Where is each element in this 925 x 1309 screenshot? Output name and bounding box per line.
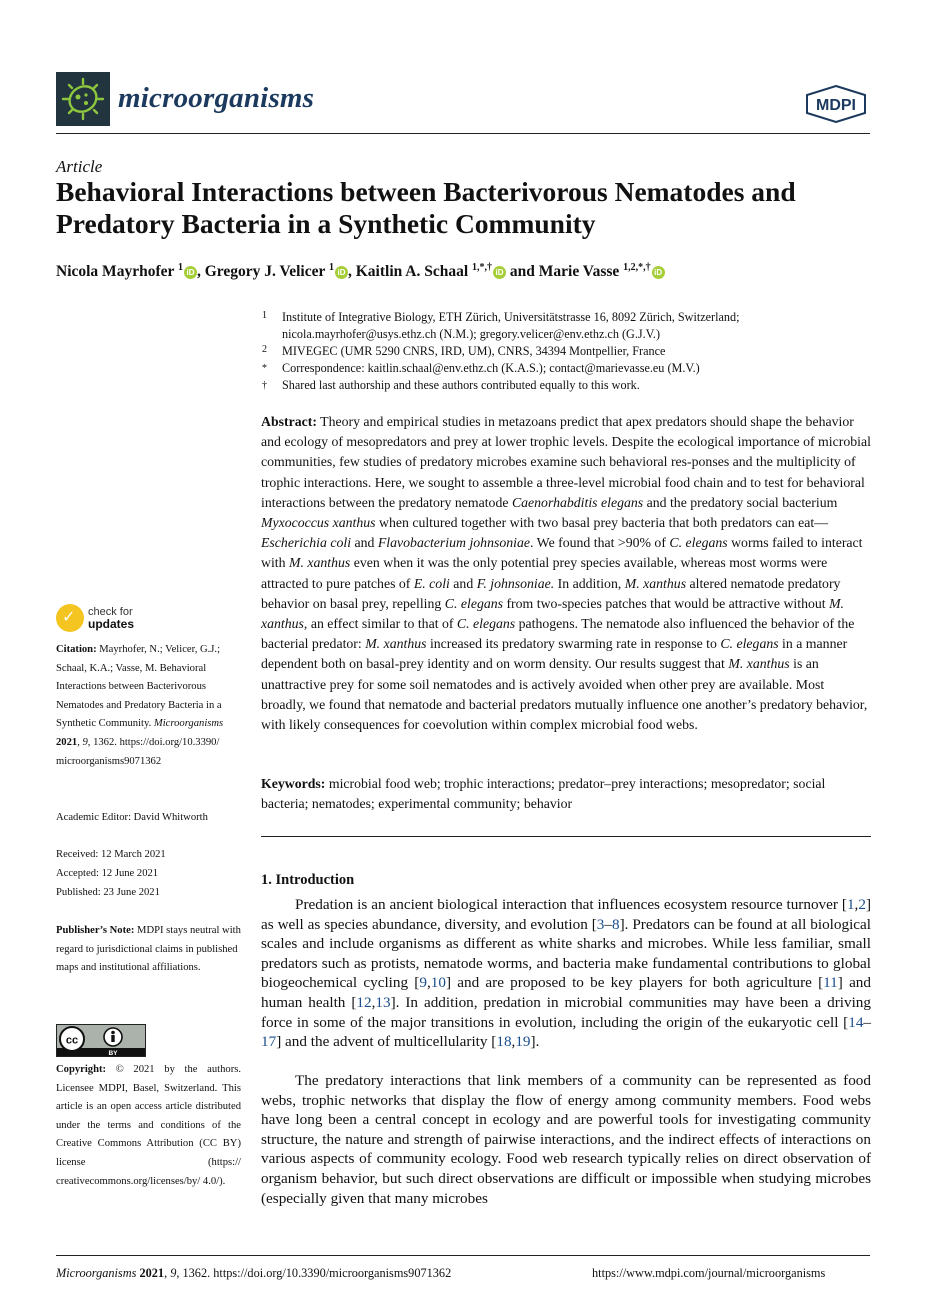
publishers-note-text: MDPI stays neutral with regard to jurisdictional claims in published maps and institutional affiliations. (56, 925, 241, 974)
keywords-text: microbial food web; trophic interactions; predator–prey interactions; mesopredator; social bacteria; nematodes; experimental community; behavior (261, 776, 826, 812)
abstract-text: worms failed to interact with (261, 535, 863, 571)
keywords-label: Keywords: (261, 776, 326, 791)
species-name: Caenorhabditis elegans (511, 494, 644, 510)
species-name: F. johnsoniae. (476, 575, 555, 591)
paragraph-run: ] and human health [ (261, 974, 871, 1011)
abstract-text: in a manner dependent both on basal-prey identity and on worm density. Our results suggest that (261, 636, 848, 672)
affiliation-text: Institute of Integrative Biology, ETH Zürich, Universitätstrasse 16, 8092 Zürich, Switzerland; (282, 310, 740, 324)
footer-year: 2021 (136, 1266, 165, 1280)
abstract-body (261, 414, 871, 732)
paragraph-run: Predation is an ancient biological interaction that influences ecosystem resource turnover [ (295, 896, 847, 913)
paragraph-run: ] and the advent of multicellularity [ (276, 1033, 497, 1051)
paragraph-run: , (854, 896, 859, 913)
equal-contribution-note: Shared last authorship and these authors contributed equally to this work. (282, 378, 640, 392)
citation-year: 2021 (56, 736, 78, 748)
author-affiliation-mark: 1,*,† (472, 262, 493, 273)
reference-link[interactable]: 13 (375, 993, 391, 1011)
copyright-text: © 2021 by the authors. Licensee MDPI, Basel, Switzerland. This article is an open access article distributed under the terms and conditions of the Creative Commons Attribution (CC BY) license (https:// creativecommons.org/licenses/by/ 4.0/). (56, 1064, 241, 1187)
species-name: M. xanthus (365, 636, 427, 652)
author-affiliation-mark: 1 (328, 262, 334, 273)
check-for-updates-badge[interactable] (56, 604, 166, 636)
accepted-date: Accepted: 12 June 2021 (56, 868, 159, 879)
citation-label: Citation: (56, 644, 97, 655)
affiliation-mark: † (262, 380, 267, 391)
received-date: Received: 12 March 2021 (56, 849, 166, 860)
intro-paragraph-1 (261, 895, 871, 1052)
abstract-divider (261, 836, 871, 837)
mdpi-logo-text: MDPI (816, 97, 856, 114)
intro-paragraph-2 (261, 1071, 871, 1208)
orcid-icon[interactable]: iD (652, 266, 665, 279)
article-title: Behavioral Interactions between Bacterivorous Nematodes and Predatory Bacteria in a Synthetic Community (56, 176, 796, 239)
abstract-text: and the predatory social bacterium (643, 494, 838, 510)
affiliation-text: nicola.mayrhofer@usys.ethz.ch (N.M.); gregory.velicer@env.ethz.ch (G.J.V.) (282, 327, 661, 341)
species-name: Escherichia coli (261, 535, 352, 551)
affiliation-mark: 1 (262, 310, 267, 321)
footer-volume: , 9 (164, 1266, 177, 1280)
keywords (261, 774, 871, 814)
paragraph-run: ]. Predators can be found at all biological scales and include organisms as different as white sharks and microbes. While less familiar, small predators such as protists, nematode worms, and bacteria make fundamental contributions to global biogeochemical cycling [ (261, 915, 871, 992)
published-date: Published: 23 June 2021 (56, 887, 160, 898)
reference-link[interactable]: 2 (858, 896, 866, 913)
bacterium-icon (56, 72, 110, 126)
abstract-text: , an effect similar to that of (303, 616, 457, 632)
abstract-text: pathogens. The nematode also influenced the behavior of the bacterial predator: (261, 616, 855, 652)
reference-link[interactable]: 8 (611, 915, 620, 933)
paragraph-run: – (863, 1013, 871, 1031)
abstract-text: even when it was the only potential prey species available, whereas most worms were attracted to pure patches of (261, 555, 828, 591)
author-name[interactable]: Kaitlin A. Schaal (355, 263, 469, 281)
species-name: Flavobacterium johnsoniae (377, 535, 530, 551)
abstract-text: increased its predatory swarming rate in response to (426, 636, 721, 652)
footer-journal-url[interactable]: https://www.mdpi.com/journal/microorganisms (592, 1266, 826, 1280)
paragraph-text (261, 895, 871, 1052)
abstract-text: altered nematode predatory behavior on basal prey, repelling (261, 575, 841, 611)
reference-link[interactable]: 12 (356, 993, 372, 1011)
species-name: C. elegans (720, 636, 779, 652)
affiliation-mark: * (262, 363, 267, 374)
cc-by-license-badge[interactable] (56, 1024, 146, 1057)
paragraph-run: , (511, 1033, 516, 1051)
article-type: Article (56, 157, 103, 176)
reference-link[interactable]: 9 (419, 974, 427, 992)
paragraph-text: The predatory interactions that link members of a community can be represented as food webs, trophic networks that display the flow of energy among community members. Food webs have long been a central concept in ecology and are powerful tools for investigating community structure, the nature and strength of pairwise interactions, and the indirect effects of interactions on various aspects of community ecology. Food web research typically relies on direct observation of organism behavior, but such direct observations are difficult or impossible when studying microbes (especially given that many microbes (261, 1072, 871, 1207)
abstract-text: and (449, 575, 477, 591)
footer-citation (56, 1266, 451, 1281)
paragraph-run: ]. In addition, predation in microbial communities may have been a driving force in some of the major transitions in evolution, including the origin of the eukaryotic cell [ (261, 993, 871, 1031)
publishers-note (56, 922, 241, 978)
species-name: M. xanthus (261, 595, 845, 632)
species-name: C. elegans (444, 595, 504, 611)
abstract-text: Theory and empirical studies in metazoans predict that apex predators should shape the behavior and ecology of mesopredators and prey at lower trophic levels. Despite the ecological importance of microbial communities, few studies of predatory microbes examine such behavioral res-ponses and the multiplicity of trophic interactions. Here, we sought to assemble a three-level microbial food chain and to test for behavioral interactions between the predatory nematode (261, 414, 871, 510)
species-name: C. elegans (669, 535, 728, 551)
abstract-text: when cultured together with two basal prey bacteria that both predators can eat— (375, 515, 828, 531)
reference-link[interactable]: 1 (846, 896, 855, 913)
species-name: M. xanthus (624, 575, 687, 591)
author-name[interactable]: Gregory J. Velicer (204, 263, 326, 281)
reference-link[interactable]: 3 (596, 915, 605, 933)
orcid-icon[interactable]: iD (335, 266, 348, 279)
copyright-notice (56, 1061, 241, 1191)
species-name: C. elegans (456, 616, 516, 632)
reference-link[interactable]: 10 (430, 974, 446, 992)
species-name: M. xanthus (288, 555, 351, 571)
author-name[interactable]: Marie Vasse (538, 263, 620, 281)
citation-journal: Microorganisms (153, 718, 224, 730)
species-name: M. xanthus (728, 656, 790, 672)
species-name: E. coli (413, 575, 450, 591)
reference-link[interactable]: 14 (848, 1013, 864, 1031)
species-name: Myxococcus xanthus (261, 515, 376, 531)
author-list (56, 262, 876, 281)
paragraph-run: ] as well as species abundance, diversity, and evolution [ (261, 896, 871, 933)
section-heading: 1. Introduction (261, 872, 355, 888)
svg-text:cc: cc (65, 1034, 79, 1047)
abstract (261, 412, 871, 735)
footer-divider (56, 1255, 870, 1256)
footer-doi[interactable]: , 1362. https://doi.org/10.3390/microorganisms9071362 (176, 1266, 452, 1280)
abstract-label: Abstract: (261, 414, 317, 429)
header-divider (56, 133, 870, 134)
journal-name: microorganisms (118, 82, 315, 114)
paragraph-run: , (426, 974, 431, 992)
author-affiliation-mark: 1,2,*,† (623, 262, 651, 273)
abstract-text: and (351, 535, 378, 551)
citation-doi[interactable]: , 1362. https://doi.org/10.3390/ microorganisms9071362 (56, 736, 220, 767)
updates-line-2: updates (88, 617, 135, 631)
reference-link[interactable]: 18 (496, 1033, 512, 1051)
abstract-text: . We found that >90% of (530, 535, 670, 551)
affiliation-mark: 2 (262, 344, 267, 355)
author-affiliation-mark: 1 (177, 262, 183, 273)
check-for-updates-label (88, 606, 134, 631)
correspondence-text: Correspondence: kaitlin.schaal@env.ethz.ch (K.A.S.); contact@marievasse.eu (M.V.) (282, 361, 700, 375)
author-separator: , (196, 263, 205, 281)
abstract-text: from two-species patches that would be attractive without (503, 595, 830, 611)
author-name[interactable]: Nicola Mayrhofer (56, 263, 175, 281)
orcid-icon[interactable]: iD (184, 266, 197, 279)
paragraph-run: , (371, 993, 376, 1011)
citation-text: Mayrhofer, N.; Velicer, G.J.; Schaal, K.A.; Vasse, M. Behavioral Interactions between Bacterivorous Nematodes and Predatory Bacteria in a Synthetic Community. (56, 644, 222, 730)
author-separator: and (506, 263, 539, 281)
mdpi-logo (805, 85, 867, 123)
footer-journal: Microorganisms (56, 1266, 137, 1280)
journal-logo (56, 72, 110, 126)
orcid-icon[interactable]: iD (493, 266, 506, 279)
abstract-text: is an unattractive prey for some soil nematodes and is actively avoided when other prey are available. Most broadly, we found that nematode and bacterial predators mutually influence one another’s predatory behavior, with likely consequences for coevolution within complex microbial food webs. (261, 656, 868, 733)
cc-by-label: BY (108, 1050, 118, 1056)
abstract-text: In addition, (554, 575, 625, 591)
affiliation-text: MIVEGEC (UMR 5290 CNRS, IRD, UM), CNRS, 34394 Montpellier, France (282, 344, 666, 358)
paragraph-run: ] and are proposed to be key players for both agriculture [ (445, 974, 824, 992)
academic-editor: Academic Editor: David Whitworth (56, 812, 208, 823)
updates-line-1: check for (88, 606, 133, 618)
paragraph-run: ]. (530, 1033, 540, 1051)
copyright-label: Copyright: (56, 1064, 107, 1075)
citation-block (56, 641, 241, 771)
paragraph-run: – (604, 915, 612, 933)
checkmark-icon: ✓ (62, 607, 76, 626)
author-separator: , (347, 263, 356, 281)
reference-link[interactable]: 17 (261, 1033, 277, 1051)
reference-link[interactable]: 11 (823, 974, 838, 992)
reference-link[interactable]: 19 (515, 1033, 531, 1051)
publishers-note-label: Publisher’s Note: (56, 925, 135, 936)
citation-volume: , 9 (77, 736, 88, 748)
